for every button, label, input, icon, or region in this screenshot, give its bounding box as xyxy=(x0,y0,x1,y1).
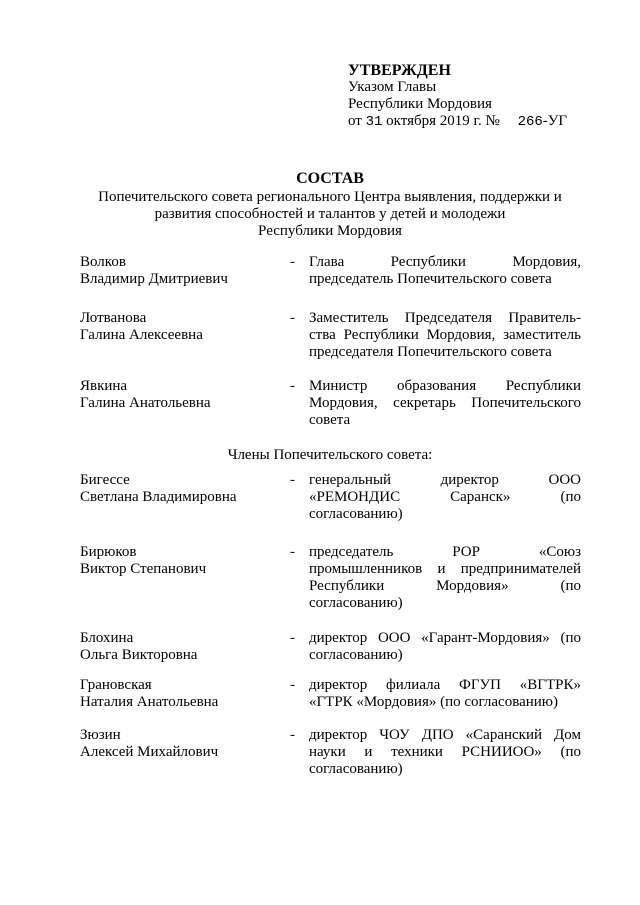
document-subtitle-line-1: Попечительского совета регионального Центра выявления, поддержки и xyxy=(98,189,562,205)
document-subtitle-line-3: Республики Мордовия xyxy=(258,223,402,239)
approval-date-line xyxy=(348,113,598,131)
document-title: СОСТАВ xyxy=(296,170,364,187)
dash-separator: - xyxy=(290,630,295,646)
person-name xyxy=(80,378,280,412)
person-surname: Зюзин xyxy=(80,727,121,743)
person-surname: Блохина xyxy=(80,630,134,646)
person-surname: Бирюков xyxy=(80,544,137,560)
person-given-name: Ольга Викторовна xyxy=(80,647,198,663)
person-role: директор ООО «Гарант-Мордовия» (по согласованию) xyxy=(309,630,581,663)
approval-date-prefix: от xyxy=(348,113,362,129)
person-given-name: Наталия Анатольевна xyxy=(80,694,219,710)
person-surname: Бигессе xyxy=(80,472,130,488)
approval-month-year: октября 2019 г. № xyxy=(386,113,500,129)
dash-separator: - xyxy=(290,310,295,326)
document-subtitle-line-2: развития способностей и талантов у детей и молодежи xyxy=(154,206,506,222)
person-role: председатель РОР «Союз промышленников и предпринимателей Республики Мордовия» (по согласованию) xyxy=(309,544,581,611)
dash-separator: - xyxy=(290,727,295,743)
dash-separator: - xyxy=(290,677,295,693)
dash-separator: - xyxy=(290,254,295,270)
approval-number-suffix: -УГ xyxy=(542,113,568,129)
members-heading: Члены Попечительского совета: xyxy=(227,447,433,463)
person-role: генеральный директор ООО «РЕМОНДИС Саранск» (по согласованию) xyxy=(309,472,581,522)
approval-line-decree: Указом Главы xyxy=(348,79,437,95)
person-surname: Грановская xyxy=(80,677,152,693)
person-role: Заместитель Председателя Правитель-ства Республики Мордовия, заместитель председателя Попечительского совета xyxy=(309,310,581,360)
person-name xyxy=(80,727,280,761)
person-surname: Лотванова xyxy=(80,310,147,326)
approval-block xyxy=(348,62,598,131)
person-surname: Волков xyxy=(80,254,126,270)
dash-separator: - xyxy=(290,472,295,488)
person-surname: Явкина xyxy=(80,378,128,394)
person-name xyxy=(80,630,280,664)
person-given-name: Галина Анатольевна xyxy=(80,395,211,411)
person-name xyxy=(80,310,280,344)
person-given-name: Владимир Дмитриевич xyxy=(80,271,228,287)
person-name xyxy=(80,254,280,288)
dash-separator: - xyxy=(290,378,295,394)
person-role: директор филиала ФГУП «ВГТРК» «ГТРК «Мордовия» (по согласованию) xyxy=(309,677,581,710)
person-role: Глава Республики Мордовия, председатель Попечительского совета xyxy=(309,254,581,287)
person-given-name: Виктор Степанович xyxy=(80,561,207,577)
person-given-name: Алексей Михайлович xyxy=(80,744,219,760)
approval-number: 266 xyxy=(517,114,543,130)
person-name xyxy=(80,677,280,711)
approval-day: 31 xyxy=(365,114,383,130)
approval-line-republic: Республики Мордовия xyxy=(348,96,492,112)
person-name xyxy=(80,472,280,506)
person-given-name: Светлана Владимировна xyxy=(80,489,237,505)
dash-separator: - xyxy=(290,544,295,560)
approval-title: УТВЕРЖДЕН xyxy=(348,62,451,79)
document-heading xyxy=(80,170,580,240)
person-name xyxy=(80,544,280,578)
person-role: директор ЧОУ ДПО «Саранский Дом науки и техники РСНИИОО» (по согласованию) xyxy=(309,727,581,777)
person-given-name: Галина Алексеевна xyxy=(80,327,203,343)
person-role: Министр образования Республики Мордовия, секретарь Попечительского совета xyxy=(309,378,581,428)
